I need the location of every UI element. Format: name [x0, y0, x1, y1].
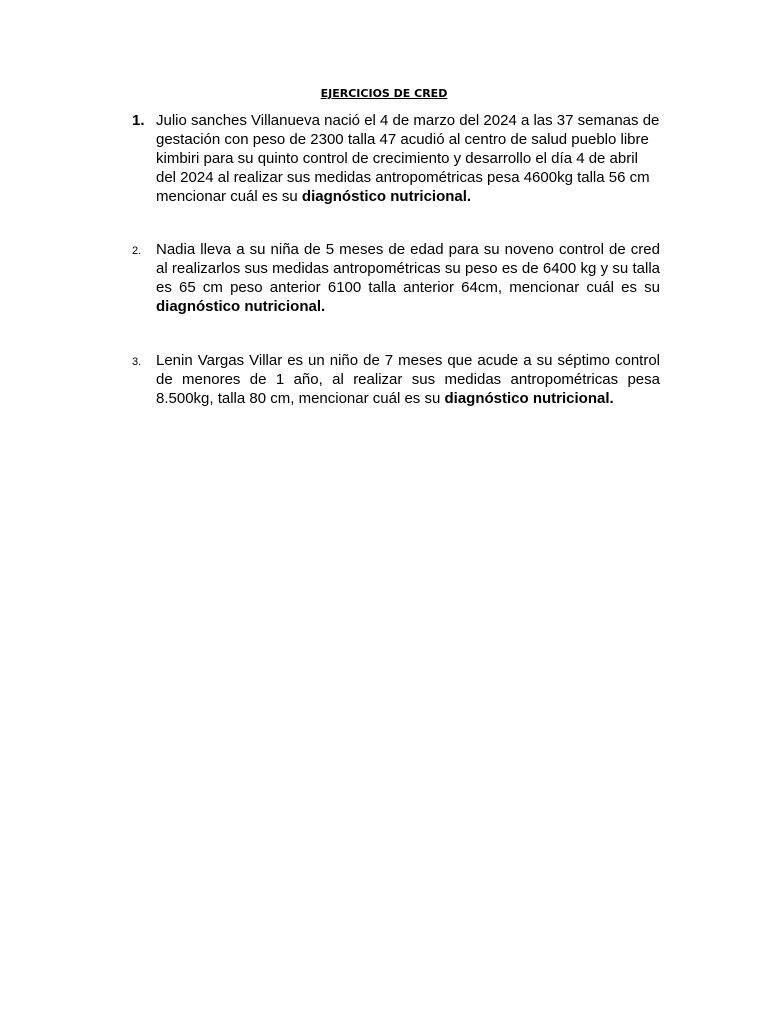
exercise-emphasis: diagnóstico nutricional. [156, 298, 326, 315]
exercise-text [156, 351, 660, 408]
exercise-item-1 [132, 111, 660, 206]
document-title: EJERCICIOS DE CRED [320, 87, 448, 100]
exercise-item-3 [132, 351, 660, 408]
exercise-text [156, 111, 660, 206]
exercise-number: 2. [132, 245, 142, 257]
exercise-number: 3. [132, 356, 142, 368]
exercise-item-2 [132, 240, 660, 316]
exercise-body: Nadia lleva a su niña de 5 meses de edad para su noveno control de cred al realizarlos sus medidas antropométricas su peso es de 6400 kg y su talla es 65 cm peso anterior 6100 talla anterior 64cm, mencionar cuál es su [156, 241, 660, 296]
exercise-emphasis: diagnóstico nutricional. [444, 390, 614, 407]
exercise-body: Julio sanches Villanueva nació el 4 de marzo del 2024 a las 37 semanas de gestación con peso de 2300 talla 47 acudió al centro de salud pueblo libre kimbiri para su quinto control de crecimiento y desarrollo el día 4 de abril del 2024 al realizar sus medidas antropométricas pesa 4600kg talla 56 cm mencionar cuál es su [156, 112, 660, 205]
exercise-body: Lenin Vargas Villar es un niño de 7 meses que acude a su séptimo control de menores de 1 año, al realizar sus medidas antropométricas pesa 8.500kg, talla 80 cm, mencionar cuál es su [156, 352, 660, 407]
exercise-text [156, 240, 660, 316]
exercise-emphasis: diagnóstico nutricional. [301, 188, 472, 205]
exercise-number: 1. [132, 112, 145, 129]
